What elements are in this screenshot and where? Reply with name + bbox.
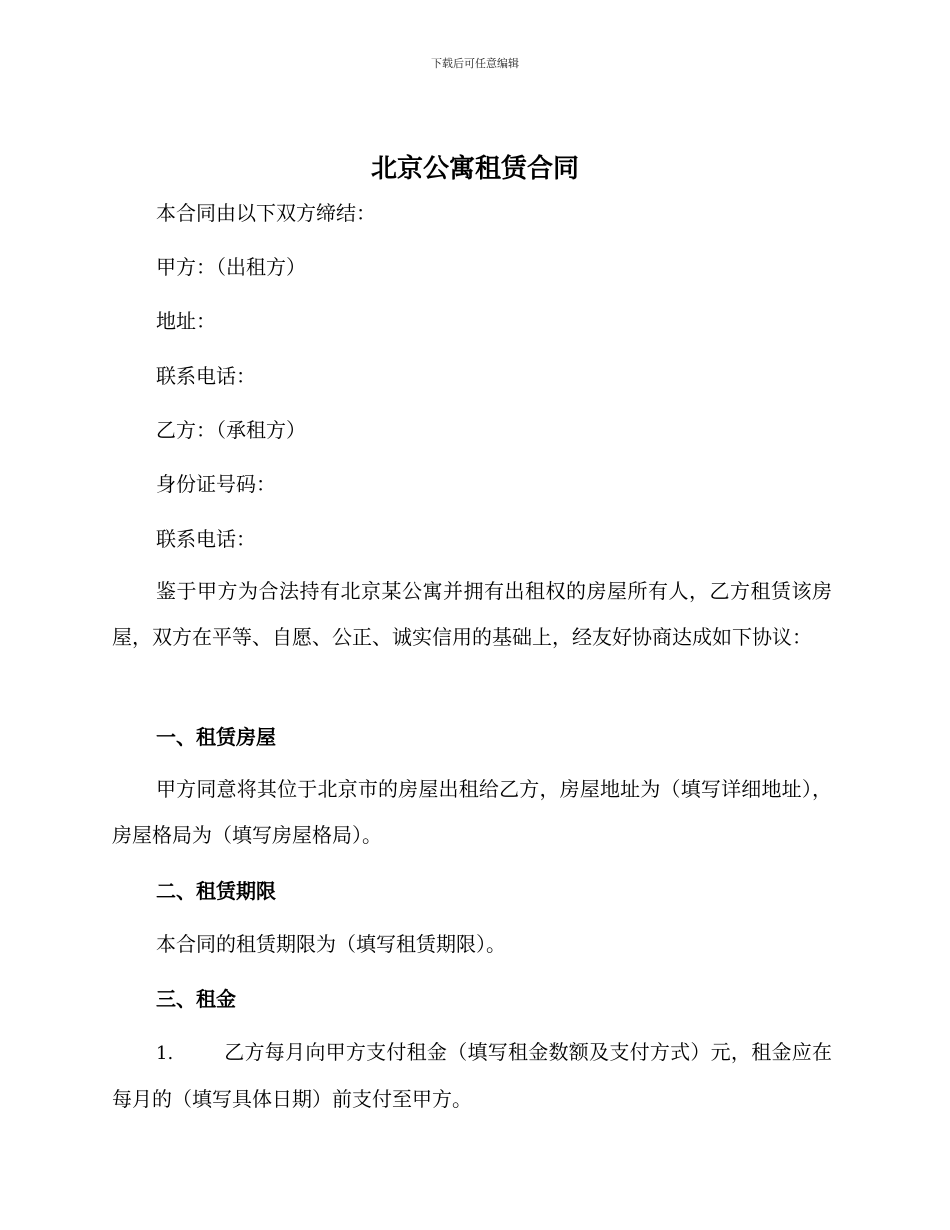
party-a-phone-line: 联系电话： (156, 364, 256, 388)
party-b-line: 乙方：（承租方） (156, 418, 306, 442)
section-1-paragraph: 甲方同意将其位于北京市的房屋出租给乙方，房屋地址为（填写详细地址），房屋格局为（填写房屋格局）。 (112, 777, 832, 847)
list-item-text: 乙方每月向甲方支付租金（填写租金数额及支付方式）元，租金应在每月的（填写具体日期）前支付至甲方。 (112, 1040, 832, 1111)
section-1-heading: 一、租赁房屋 (156, 725, 276, 749)
party-a-address-line: 地址： (156, 309, 216, 333)
document-title: 北京公寓租赁合同 (370, 154, 579, 184)
list-number: 1. (156, 1043, 174, 1064)
section-2-paragraph: 本合同的租赁期限为（填写租赁期限）。 (156, 932, 506, 956)
section-3-item-1 (112, 1030, 832, 1122)
preamble-paragraph: 鉴于甲方为合法持有北京某公寓并拥有出租权的房屋所有人，乙方租赁该房屋，双方在平等、自愿、公正、诚实信用的基础上，经友好协商达成如下协议： (112, 579, 832, 649)
header-note: 下载后可任意编辑 (431, 57, 519, 70)
party-b-id-line: 身份证号码： (156, 472, 276, 496)
party-a-line: 甲方：（出租方） (156, 255, 306, 279)
party-b-phone-line: 联系电话： (156, 527, 256, 551)
section-3-heading: 三、租金 (156, 987, 236, 1011)
section-2-heading: 二、租赁期限 (156, 879, 276, 903)
intro-line: 本合同由以下双方缔结： (156, 201, 376, 225)
